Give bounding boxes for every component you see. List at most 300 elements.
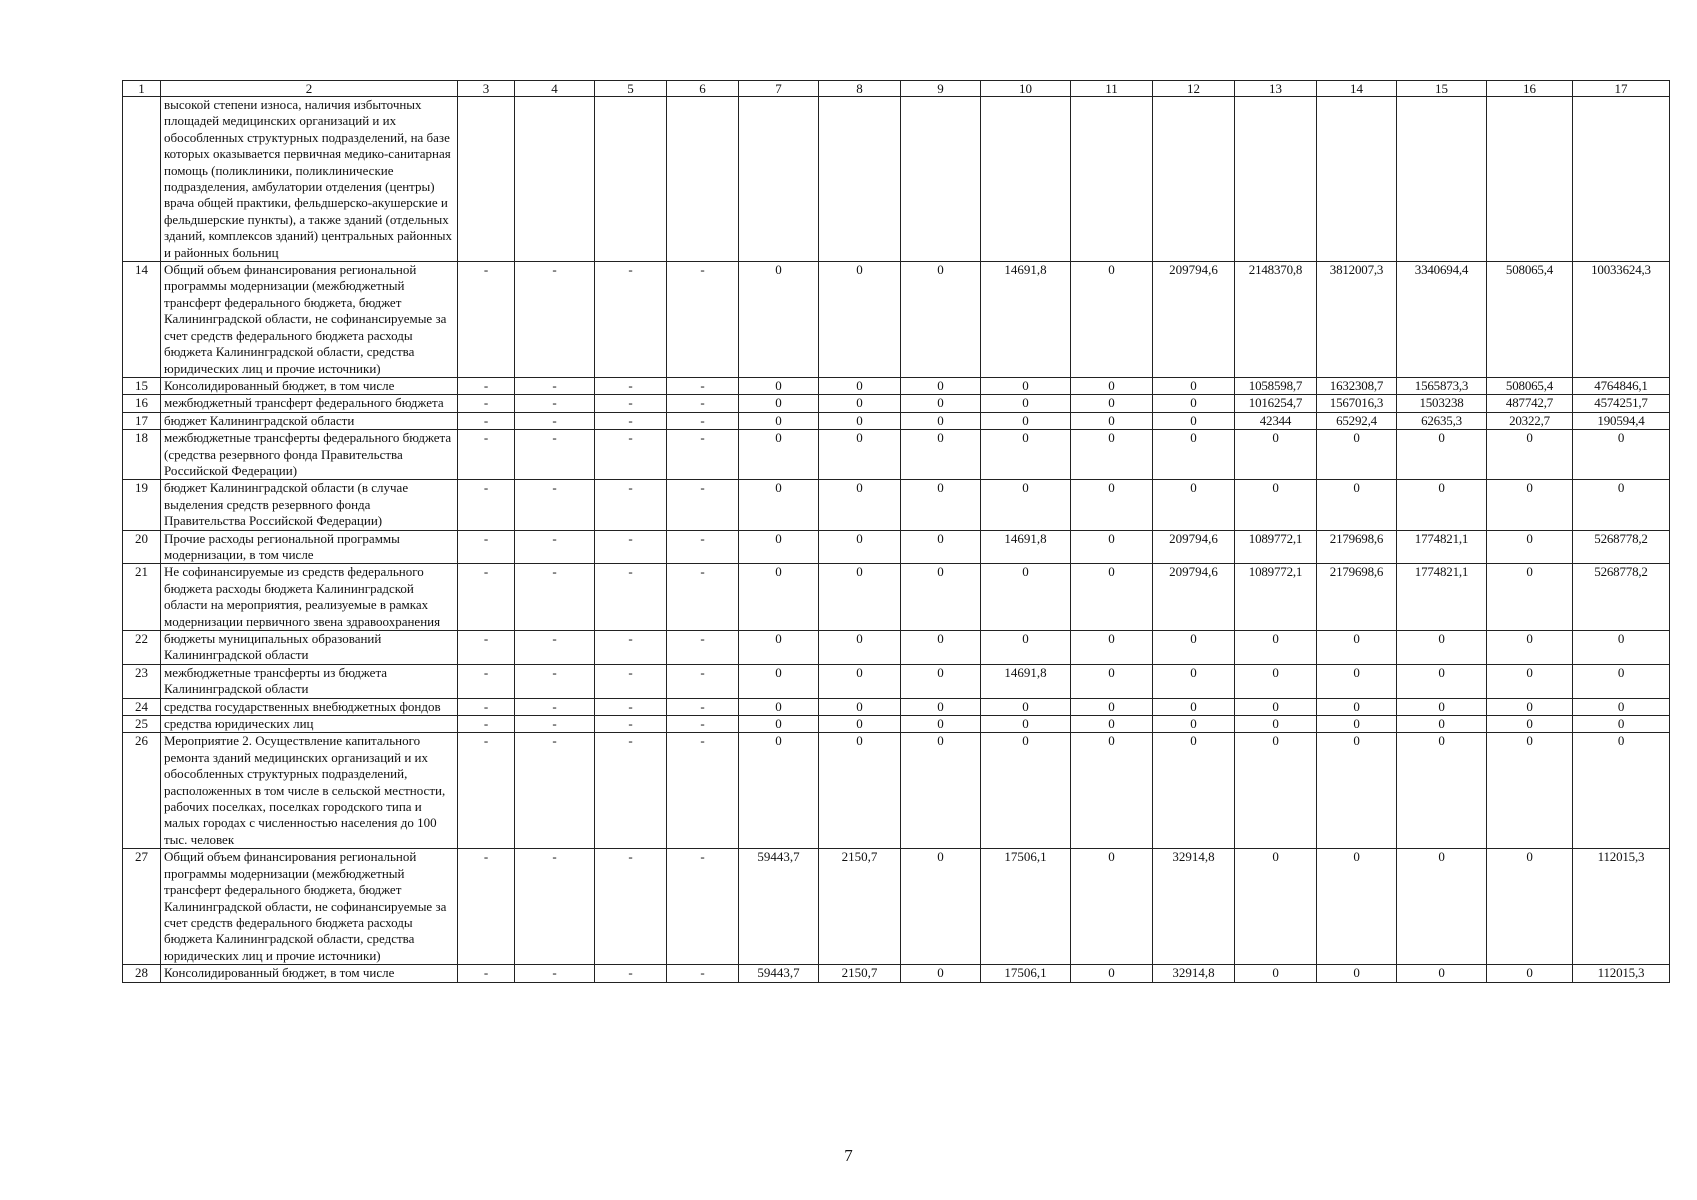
value-cell: 0 — [1487, 965, 1573, 982]
row-number-cell: 15 — [123, 377, 161, 394]
value-cell: - — [515, 480, 595, 530]
value-cell: 0 — [1317, 698, 1397, 715]
value-cell: 0 — [1317, 965, 1397, 982]
column-number-cell: 10 — [981, 81, 1071, 97]
value-cell: - — [515, 377, 595, 394]
value-cell: 4574251,7 — [1573, 395, 1670, 412]
value-cell: 0 — [981, 698, 1071, 715]
column-number-cell: 11 — [1071, 81, 1153, 97]
value-cell — [1235, 97, 1317, 262]
value-cell: 0 — [981, 631, 1071, 665]
value-cell: - — [667, 530, 739, 564]
value-cell: 0 — [1153, 733, 1235, 849]
value-cell: 0 — [1235, 733, 1317, 849]
value-cell: 0 — [1071, 530, 1153, 564]
table-row — [123, 965, 1670, 982]
row-description-cell: Общий объем финансирования региональной программы модернизации (межбюджетный трансферт федерального бюджета, бюджет Калининградской области, не софинансируемые за счет средств федерального бюджета расходы бюджета Калининградской области, средства юридических лиц и прочие источники) — [161, 849, 458, 965]
value-cell: 0 — [1487, 631, 1573, 665]
row-description-cell: Не софинансируемые из средств федерального бюджета расходы бюджета Калининградской области на мероприятия, реализуемые в рамках модернизации первичного звена здравоохранения — [161, 564, 458, 631]
value-cell: 0 — [901, 412, 981, 429]
page-number: 7 — [844, 1146, 853, 1165]
value-cell: 0 — [739, 698, 819, 715]
value-cell: - — [458, 849, 515, 965]
row-description-cell: межбюджетные трансферты из бюджета Калининградской области — [161, 664, 458, 698]
value-cell — [595, 97, 667, 262]
value-cell: - — [595, 564, 667, 631]
value-cell — [901, 97, 981, 262]
value-cell: 2150,7 — [819, 965, 901, 982]
column-number-cell: 2 — [161, 81, 458, 97]
value-cell: 0 — [1573, 733, 1670, 849]
value-cell: 1089772,1 — [1235, 530, 1317, 564]
value-cell: - — [515, 430, 595, 480]
value-cell: 0 — [819, 412, 901, 429]
value-cell: 0 — [1573, 430, 1670, 480]
value-cell: 0 — [901, 631, 981, 665]
value-cell: 0 — [1153, 698, 1235, 715]
value-cell: - — [595, 849, 667, 965]
column-number-cell: 7 — [739, 81, 819, 97]
value-cell: 0 — [1573, 480, 1670, 530]
value-cell — [1397, 97, 1487, 262]
value-cell: 0 — [1317, 631, 1397, 665]
value-cell: 0 — [819, 716, 901, 733]
value-cell: - — [667, 733, 739, 849]
value-cell: 0 — [1397, 733, 1487, 849]
value-cell: 1774821,1 — [1397, 564, 1487, 631]
value-cell: 0 — [739, 530, 819, 564]
value-cell: 0 — [819, 377, 901, 394]
value-cell: 0 — [901, 664, 981, 698]
value-cell: 0 — [819, 631, 901, 665]
value-cell: 0 — [981, 430, 1071, 480]
value-cell: - — [515, 412, 595, 429]
value-cell: - — [595, 480, 667, 530]
value-cell: 0 — [739, 564, 819, 631]
value-cell: 0 — [1071, 395, 1153, 412]
value-cell: 0 — [1071, 716, 1153, 733]
value-cell: - — [667, 480, 739, 530]
value-cell: 2148370,8 — [1235, 262, 1317, 378]
value-cell: 487742,7 — [1487, 395, 1573, 412]
value-cell: 0 — [819, 698, 901, 715]
value-cell: 0 — [1573, 698, 1670, 715]
value-cell: 0 — [1071, 733, 1153, 849]
value-cell: 59443,7 — [739, 965, 819, 982]
row-number-cell: 21 — [123, 564, 161, 631]
value-cell: 0 — [1317, 849, 1397, 965]
value-cell: - — [595, 698, 667, 715]
value-cell: 17506,1 — [981, 849, 1071, 965]
value-cell: - — [458, 664, 515, 698]
value-cell: 0 — [1317, 430, 1397, 480]
value-cell: 0 — [1071, 965, 1153, 982]
table-header-row — [123, 81, 1670, 97]
value-cell: 0 — [1235, 480, 1317, 530]
value-cell: 0 — [1487, 716, 1573, 733]
value-cell: 2179698,6 — [1317, 530, 1397, 564]
value-cell: 0 — [1487, 698, 1573, 715]
row-description-cell: бюджет Калининградской области (в случае выделения средств резервного фонда Правительства Российской Федерации) — [161, 480, 458, 530]
value-cell: - — [458, 631, 515, 665]
column-number-cell: 13 — [1235, 81, 1317, 97]
value-cell: - — [667, 849, 739, 965]
value-cell: 0 — [1487, 430, 1573, 480]
value-cell: 0 — [981, 377, 1071, 394]
table-row — [123, 377, 1670, 394]
value-cell: 0 — [901, 564, 981, 631]
value-cell: 0 — [1235, 664, 1317, 698]
value-cell: 0 — [1487, 849, 1573, 965]
value-cell: 1567016,3 — [1317, 395, 1397, 412]
value-cell: - — [667, 716, 739, 733]
value-cell: - — [515, 716, 595, 733]
value-cell: 0 — [901, 965, 981, 982]
value-cell: - — [515, 664, 595, 698]
value-cell: 0 — [901, 849, 981, 965]
value-cell: 0 — [1071, 262, 1153, 378]
column-number-cell: 12 — [1153, 81, 1235, 97]
value-cell: - — [458, 698, 515, 715]
row-description-cell: межбюджетный трансферт федерального бюджета — [161, 395, 458, 412]
value-cell: 0 — [1487, 664, 1573, 698]
value-cell: 209794,6 — [1153, 262, 1235, 378]
row-description-cell: Мероприятие 2. Осуществление капитального ремонта зданий медицинских организаций и их обособленных структурных подразделений, расположенных в том числе в сельской местности, рабочих поселках, поселках городского типа и малых городах с численностью населения до 100 тыс. человек — [161, 733, 458, 849]
value-cell: 0 — [1071, 377, 1153, 394]
value-cell: 0 — [901, 377, 981, 394]
value-cell: 0 — [739, 395, 819, 412]
value-cell: - — [515, 530, 595, 564]
value-cell: 0 — [819, 262, 901, 378]
row-number-cell: 23 — [123, 664, 161, 698]
value-cell: 0 — [1573, 716, 1670, 733]
value-cell: - — [667, 664, 739, 698]
column-number-cell: 3 — [458, 81, 515, 97]
value-cell: - — [667, 698, 739, 715]
value-cell: 0 — [901, 716, 981, 733]
value-cell: - — [515, 849, 595, 965]
table-row — [123, 733, 1670, 849]
row-number-cell: 17 — [123, 412, 161, 429]
value-cell: 0 — [1397, 430, 1487, 480]
value-cell: 0 — [1317, 664, 1397, 698]
value-cell: 0 — [1235, 631, 1317, 665]
value-cell: - — [458, 377, 515, 394]
value-cell: 4764846,1 — [1573, 377, 1670, 394]
value-cell: 0 — [819, 530, 901, 564]
value-cell: - — [595, 395, 667, 412]
value-cell: 32914,8 — [1153, 849, 1235, 965]
value-cell: 0 — [1153, 395, 1235, 412]
value-cell: 0 — [819, 564, 901, 631]
value-cell: 190594,4 — [1573, 412, 1670, 429]
value-cell: 0 — [1487, 480, 1573, 530]
value-cell: 0 — [739, 412, 819, 429]
document-sheet — [122, 80, 1650, 983]
value-cell: 0 — [1487, 733, 1573, 849]
value-cell: 0 — [1153, 377, 1235, 394]
table-row — [123, 698, 1670, 715]
value-cell: - — [667, 965, 739, 982]
value-cell: - — [595, 377, 667, 394]
column-number-cell: 9 — [901, 81, 981, 97]
value-cell: - — [458, 480, 515, 530]
value-cell: 508065,4 — [1487, 262, 1573, 378]
value-cell: - — [595, 965, 667, 982]
row-number-cell: 16 — [123, 395, 161, 412]
value-cell: 3340694,4 — [1397, 262, 1487, 378]
value-cell: 0 — [901, 733, 981, 849]
value-cell: 1774821,1 — [1397, 530, 1487, 564]
value-cell: 0 — [1573, 664, 1670, 698]
value-cell: 2179698,6 — [1317, 564, 1397, 631]
row-number-cell: 14 — [123, 262, 161, 378]
column-number-cell: 4 — [515, 81, 595, 97]
value-cell: 1632308,7 — [1317, 377, 1397, 394]
value-cell: - — [515, 965, 595, 982]
value-cell: 0 — [981, 480, 1071, 530]
value-cell: 1058598,7 — [1235, 377, 1317, 394]
value-cell: - — [667, 631, 739, 665]
column-number-cell: 16 — [1487, 81, 1573, 97]
value-cell: 0 — [901, 430, 981, 480]
row-number-cell: 20 — [123, 530, 161, 564]
value-cell: - — [515, 564, 595, 631]
value-cell: 0 — [1235, 716, 1317, 733]
column-number-cell: 15 — [1397, 81, 1487, 97]
value-cell: 0 — [739, 262, 819, 378]
row-description-cell: Консолидированный бюджет, в том числе — [161, 965, 458, 982]
value-cell: 0 — [1235, 430, 1317, 480]
value-cell — [1487, 97, 1573, 262]
value-cell: 1016254,7 — [1235, 395, 1317, 412]
value-cell: 0 — [1153, 631, 1235, 665]
value-cell: 59443,7 — [739, 849, 819, 965]
table-row — [123, 664, 1670, 698]
value-cell: 0 — [981, 733, 1071, 849]
column-number-cell: 17 — [1573, 81, 1670, 97]
row-number-cell: 22 — [123, 631, 161, 665]
value-cell: 0 — [901, 480, 981, 530]
column-number-cell: 6 — [667, 81, 739, 97]
value-cell: 2150,7 — [819, 849, 901, 965]
value-cell: - — [595, 733, 667, 849]
value-cell: 32914,8 — [1153, 965, 1235, 982]
value-cell: - — [595, 412, 667, 429]
value-cell: 0 — [1397, 664, 1487, 698]
value-cell: 0 — [1317, 480, 1397, 530]
column-number-cell: 1 — [123, 81, 161, 97]
row-description-cell: высокой степени износа, наличия избыточных площадей медицинских организаций и их обособленных структурных подразделений, на базе которых оказывается первичная медико-санитарная помощь (поликлиники, поликлинические подразделения, амбулатории отделения (центры) врача общей практики, фельдшерско-акушерские и фельдшерские пункты), а также зданий (отдельных зданий, комплексов зданий) центральных районных и районных больниц — [161, 97, 458, 262]
row-description-cell: Общий объем финансирования региональной программы модернизации (межбюджетный трансферт федерального бюджета, бюджет Калининградской области, не софинансируемые за счет средств федерального бюджета расходы бюджета Калининградской области, средства юридических лиц и прочие источники) — [161, 262, 458, 378]
value-cell: 0 — [1071, 664, 1153, 698]
value-cell: - — [458, 716, 515, 733]
value-cell: - — [667, 395, 739, 412]
value-cell — [1317, 97, 1397, 262]
value-cell: - — [458, 262, 515, 378]
row-description-cell: межбюджетные трансферты федерального бюджета (средства резервного фонда Правительства Российской Федерации) — [161, 430, 458, 480]
table-row — [123, 849, 1670, 965]
value-cell: - — [458, 564, 515, 631]
value-cell — [819, 97, 901, 262]
row-number-cell: 25 — [123, 716, 161, 733]
value-cell: 0 — [1235, 849, 1317, 965]
row-number-cell: 18 — [123, 430, 161, 480]
value-cell: 14691,8 — [981, 530, 1071, 564]
table-row — [123, 530, 1670, 564]
value-cell: 0 — [1397, 716, 1487, 733]
value-cell: - — [458, 965, 515, 982]
value-cell: - — [595, 716, 667, 733]
value-cell: 0 — [739, 733, 819, 849]
value-cell: 0 — [1153, 716, 1235, 733]
value-cell: 0 — [1071, 698, 1153, 715]
value-cell: - — [515, 631, 595, 665]
value-cell: - — [515, 395, 595, 412]
value-cell: - — [458, 733, 515, 849]
value-cell: 0 — [1153, 430, 1235, 480]
value-cell: 17506,1 — [981, 965, 1071, 982]
value-cell — [515, 97, 595, 262]
value-cell: 0 — [1317, 733, 1397, 849]
value-cell: 0 — [1071, 430, 1153, 480]
value-cell: 20322,7 — [1487, 412, 1573, 429]
table-row — [123, 97, 1670, 262]
value-cell: 0 — [981, 564, 1071, 631]
value-cell: - — [515, 733, 595, 849]
value-cell: 0 — [819, 480, 901, 530]
value-cell: 0 — [819, 664, 901, 698]
value-cell: 0 — [739, 631, 819, 665]
row-description-cell: бюджеты муниципальных образований Калининградской области — [161, 631, 458, 665]
value-cell: 0 — [901, 262, 981, 378]
value-cell: 0 — [1397, 698, 1487, 715]
value-cell: 0 — [739, 377, 819, 394]
value-cell: - — [667, 564, 739, 631]
row-description-cell: бюджет Калининградской области — [161, 412, 458, 429]
value-cell: - — [458, 412, 515, 429]
value-cell: 0 — [1153, 480, 1235, 530]
row-description-cell: Прочие расходы региональной программы модернизации, в том числе — [161, 530, 458, 564]
value-cell: 10033624,3 — [1573, 262, 1670, 378]
value-cell — [667, 97, 739, 262]
value-cell: - — [595, 430, 667, 480]
value-cell: 14691,8 — [981, 262, 1071, 378]
value-cell — [981, 97, 1071, 262]
value-cell — [1071, 97, 1153, 262]
value-cell: 0 — [1071, 480, 1153, 530]
value-cell: 14691,8 — [981, 664, 1071, 698]
table-row — [123, 395, 1670, 412]
value-cell: 508065,4 — [1487, 377, 1573, 394]
value-cell: 0 — [901, 395, 981, 412]
value-cell: 0 — [1071, 564, 1153, 631]
value-cell: 1503238 — [1397, 395, 1487, 412]
value-cell: 5268778,2 — [1573, 530, 1670, 564]
value-cell: 0 — [1153, 664, 1235, 698]
column-number-cell: 8 — [819, 81, 901, 97]
value-cell: 62635,3 — [1397, 412, 1487, 429]
value-cell: 209794,6 — [1153, 564, 1235, 631]
value-cell: 0 — [819, 395, 901, 412]
value-cell: - — [667, 430, 739, 480]
value-cell — [458, 97, 515, 262]
value-cell: 0 — [739, 480, 819, 530]
value-cell: 0 — [901, 698, 981, 715]
value-cell: 0 — [739, 430, 819, 480]
value-cell: 0 — [1235, 698, 1317, 715]
table-row — [123, 716, 1670, 733]
value-cell: - — [458, 530, 515, 564]
value-cell: - — [458, 430, 515, 480]
value-cell — [1153, 97, 1235, 262]
value-cell: 0 — [1397, 849, 1487, 965]
value-cell: 0 — [1573, 631, 1670, 665]
row-description-cell: Консолидированный бюджет, в том числе — [161, 377, 458, 394]
value-cell: - — [515, 262, 595, 378]
value-cell: 0 — [1235, 965, 1317, 982]
value-cell: 0 — [1071, 849, 1153, 965]
value-cell: 0 — [901, 530, 981, 564]
value-cell: 42344 — [1235, 412, 1317, 429]
value-cell: 0 — [981, 395, 1071, 412]
value-cell: - — [515, 698, 595, 715]
value-cell: - — [667, 262, 739, 378]
value-cell: 5268778,2 — [1573, 564, 1670, 631]
value-cell: 0 — [981, 716, 1071, 733]
row-number-cell: 19 — [123, 480, 161, 530]
column-number-cell: 5 — [595, 81, 667, 97]
value-cell: 0 — [819, 430, 901, 480]
value-cell: 0 — [1153, 412, 1235, 429]
value-cell: - — [667, 412, 739, 429]
row-number-cell: 24 — [123, 698, 161, 715]
column-number-cell: 14 — [1317, 81, 1397, 97]
table-row — [123, 262, 1670, 378]
value-cell: 65292,4 — [1317, 412, 1397, 429]
value-cell: 0 — [1487, 564, 1573, 631]
value-cell: 0 — [1487, 530, 1573, 564]
row-description-cell: средства юридических лиц — [161, 716, 458, 733]
row-description-cell: средства государственных внебюджетных фондов — [161, 698, 458, 715]
value-cell: - — [595, 262, 667, 378]
row-number-cell — [123, 97, 161, 262]
value-cell: 0 — [819, 733, 901, 849]
value-cell: 0 — [1317, 716, 1397, 733]
value-cell: - — [667, 377, 739, 394]
value-cell: 0 — [739, 664, 819, 698]
table-row — [123, 631, 1670, 665]
value-cell: - — [458, 395, 515, 412]
value-cell: 3812007,3 — [1317, 262, 1397, 378]
value-cell: 112015,3 — [1573, 849, 1670, 965]
value-cell: 112015,3 — [1573, 965, 1670, 982]
value-cell: 209794,6 — [1153, 530, 1235, 564]
value-cell: 0 — [1071, 631, 1153, 665]
value-cell: - — [595, 530, 667, 564]
value-cell: 0 — [1397, 631, 1487, 665]
row-number-cell: 26 — [123, 733, 161, 849]
row-number-cell: 27 — [123, 849, 161, 965]
value-cell: 0 — [739, 716, 819, 733]
value-cell: 1565873,3 — [1397, 377, 1487, 394]
value-cell: - — [595, 631, 667, 665]
table-row — [123, 412, 1670, 429]
value-cell — [1573, 97, 1670, 262]
value-cell: 0 — [981, 412, 1071, 429]
value-cell: 0 — [1397, 480, 1487, 530]
value-cell: - — [595, 664, 667, 698]
